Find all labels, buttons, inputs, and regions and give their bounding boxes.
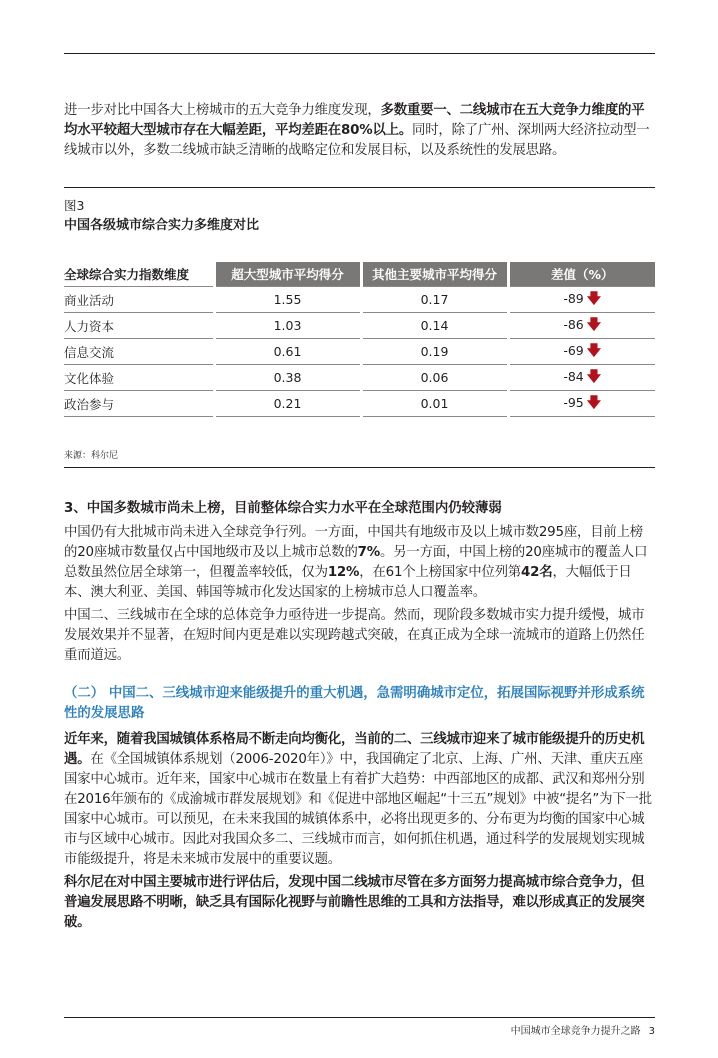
row-dimension: 政治参与 — [64, 391, 214, 417]
footer-rule — [64, 1017, 655, 1018]
footer-title: 中国城市全球竞争力提升之路 — [510, 1026, 641, 1037]
down-arrow-icon: 🡇 — [586, 342, 602, 359]
figure-source: 来源：科尔尼 — [64, 451, 119, 461]
row-mega-score: 1.03 — [214, 313, 361, 339]
row-dimension: 人力资本 — [64, 313, 214, 339]
row-other-score: 0.06 — [361, 365, 508, 391]
table-row — [64, 391, 655, 417]
row-dimension: 商业活动 — [64, 287, 214, 313]
figure-title: 中国各级城市综合实力多维度对比 — [64, 218, 260, 233]
row-difference: -89 🡇 — [508, 287, 655, 313]
row-other-score: 0.01 — [361, 391, 508, 417]
down-arrow-icon: 🡇 — [586, 394, 602, 411]
down-arrow-icon: 🡇 — [586, 290, 602, 307]
row-other-score: 0.19 — [361, 339, 508, 365]
header-difference: 差值（%） — [508, 262, 655, 287]
section-3-paragraph-1: 中国仍有大批城市尚未进入全球竞争行列。一方面，中国共有地级市及以上城市数295座，目前上榜的20座城市数量仅占中国地级市及以上城市总数的7%。另一方面，中国上榜的20座城市的覆盖人口总数虽然位居全球第一，但覆盖率较低，仅为12%，在61个上榜国家中位列第42名，大幅低于日本、澳大利亚、美国、韩国等城市化发达国家的上榜城市总人口覆盖率。 — [64, 525, 648, 600]
row-mega-score: 1.55 — [214, 287, 361, 313]
down-arrow-icon: 🡇 — [586, 368, 602, 385]
row-mega-score: 0.38 — [214, 365, 361, 391]
row-dimension: 文化体验 — [64, 365, 214, 391]
header-rule — [64, 53, 655, 54]
intro-paragraph: 进一步对比中国各大上榜城市的五大竞争力维度发现，多数重要一、二线城市在五大竞争力维度的平均水平较超大型城市存在大幅差距，平均差距在80%以上。同时，除了广州、深圳两大经济拉动型一线城市以外，多数二线城市缺乏清晰的战略定位和发展目标，以及系统性的发展思路。 — [64, 103, 650, 158]
header-mega-city: 超大型城市平均得分 — [214, 262, 361, 287]
table-row — [64, 365, 655, 391]
row-mega-score: 0.21 — [214, 391, 361, 417]
down-arrow-icon: 🡇 — [586, 316, 602, 333]
section-3-heading: 3、中国多数城市尚未上榜，目前整体综合实力水平在全球范围内仍较薄弱 — [64, 501, 502, 516]
section-3-paragraph-2: 中国二、三线城市在全球的总体竞争力亟待进一步提高。然而，现阶段多数城市实力提升缓慢，城市发展效果并不显著，在短时间内更是难以实现跨越式突破，在真正成为全球一流城市的道路上仍然任重而道远。 — [64, 608, 645, 663]
figure-label: 图3 — [64, 198, 85, 213]
row-other-score: 0.14 — [361, 313, 508, 339]
table-row — [64, 313, 655, 339]
table-row — [64, 287, 655, 313]
row-difference: -69 🡇 — [508, 339, 655, 365]
comparison-table — [64, 262, 655, 417]
header-dimension: 全球综合实力指数维度 — [64, 267, 190, 282]
row-other-score: 0.17 — [361, 287, 508, 313]
table-header-row — [64, 262, 655, 287]
row-difference: -84 🡇 — [508, 365, 655, 391]
row-mega-score: 0.61 — [214, 339, 361, 365]
page-number: 3 — [648, 1026, 655, 1037]
subsection-paragraph-1: 近年来，随着我国城镇体系格局不断走向均衡化，当前的二、三线城市迎来了城市能级提升的历史机遇。在《全国城镇体系规划（2006-2020年）》中，我国确定了北京、上海、广州、天津、重庆五座国家中心城市。近年来，国家中心城市在数量上有着扩大趋势：中西部地区的成都、武汉和郑州分别在2016年颁布的《成渝城市群发展规划》和《促进中部地区崛起“十三五”规划》中被“提名”为下一批国家中心城市。可以预见，在未来我国的城镇体系中，必将出现更多的、分布更为均衡的国家中心城市与区域中心城市。因此对我国众多二、三线城市而言，如何抓住机遇，通过科学的发展规划实现城市能级提升，将是未来城市发展中的重要议题。 — [64, 732, 652, 867]
subsection-paragraph-2: 科尔尼在对中国主要城市进行评估后，发现中国二线城市尽管在多方面努力提高城市综合竞争力，但普遍发展思路不明晰，缺乏具有国际化视野与前瞻性思维的工具和方法指导，难以形成真正的发展突破。 — [64, 875, 645, 930]
header-other-city: 其他主要城市平均得分 — [361, 262, 508, 287]
row-dimension: 信息交流 — [64, 339, 214, 365]
figure-bottom-rule — [64, 467, 655, 468]
row-difference: -95 🡇 — [508, 391, 655, 417]
subsection-heading: （二） 中国二、三线城市迎来能级提升的重大机遇，急需明确城市定位，拓展国际视野并形成系统性的发展思路 — [64, 686, 645, 721]
row-difference: -86 🡇 — [508, 313, 655, 339]
figure-top-rule — [64, 187, 655, 188]
table-row — [64, 339, 655, 365]
footer — [511, 1022, 655, 1037]
